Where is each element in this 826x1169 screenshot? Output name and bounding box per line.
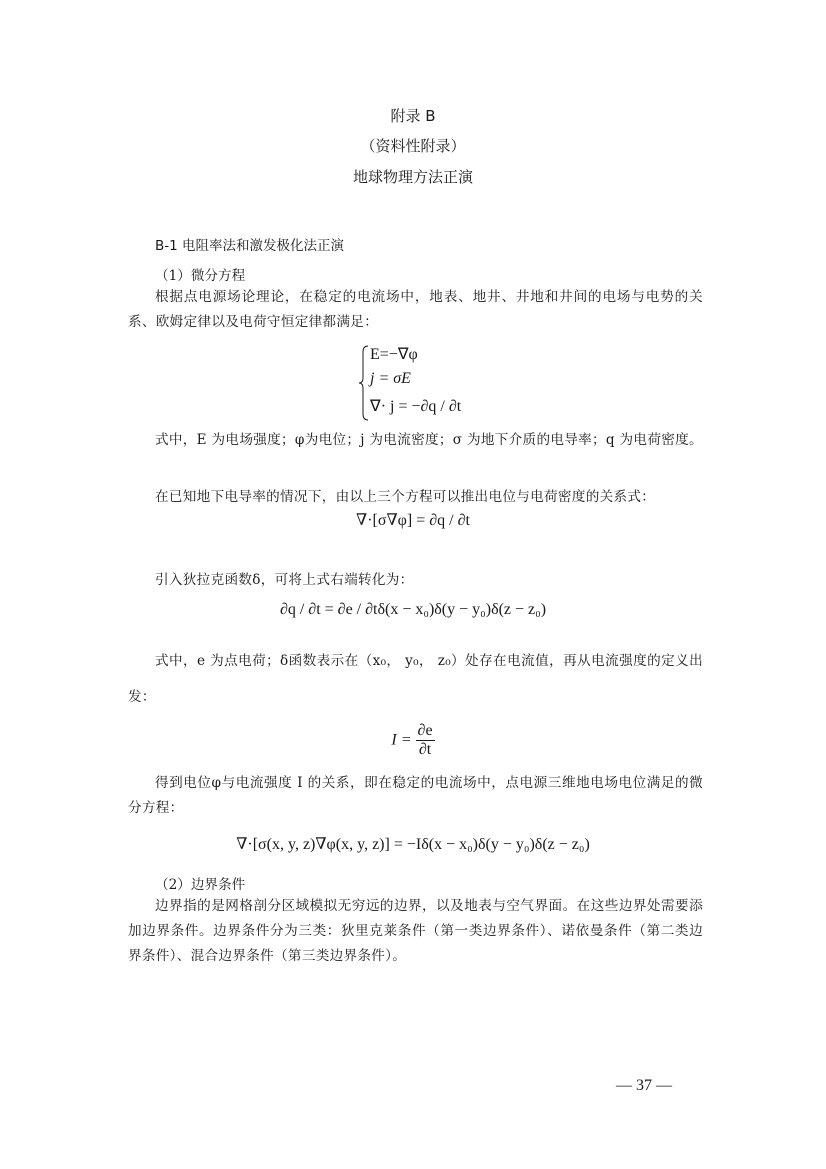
paragraph-point-charge: 式中，e 为点电荷；δ函数表示在（x₀， y₀， z₀）处存在电流值，再从电流强度的定义出发： [128,653,703,705]
paragraph-field-theory: 根据点电源场论理论，在稳定的电流场中，地表、地井、井地和井间的电场与电势的关系、欧姆定律以及电荷守恒定律都满足： [128,289,703,330]
equation-dirac-transform: ∂q / ∂t = ∂e / ∂tδ(x − x₀)δ(y − y₀)δ(z − z₀) [279,601,547,618]
paragraph-dirac: 引入狄拉克函数δ，可将上式右端转化为： [155,572,414,588]
fraction-numerator: ∂e [417,722,433,739]
equation-3d-potential: ∇·[σ(x, y, z)∇φ(x, y, z)] = −Iδ(x − x₀)δ(y − y₀)δ(z − z₀) [236,836,590,853]
equation-current-intensity [0,722,826,759]
equation-system [358,344,508,422]
appendix-label: 附录 B [390,107,436,125]
paragraph-derivation: 在已知地下电导率的情况下，由以上三个方程可以推出电位与电荷密度的关系式： [155,489,656,505]
fraction [416,722,435,759]
paragraph-symbol-definitions: 式中，E 为电场强度；φ为电位；j 为电流密度；σ 为地下介质的电导率；q 为电荷密度。 [155,432,703,448]
section-heading: B-1 电阻率法和激发极化法正演 [155,238,345,254]
paragraph-boundary: 边界指的是网格剖分区域模拟无穷远的边界，以及地表与空气界面。在这些边界处需要添加边界条件。边界条件分为三类：狄里克莱条件（第一类边界条件）、诺依曼条件（第二类边界条件）、混合边界条件（第三类边界条件）。 [128,898,703,964]
equation-charge-conservation: ∇· j = −∂q / ∂t [370,398,462,415]
equation-lhs: I = [391,731,412,749]
appendix-nature: （资料性附录） [360,137,466,155]
page-number: — 37 — [616,1077,672,1094]
equation-potential-charge: ∇·[σ∇φ] = ∂q / ∂t [356,512,470,529]
left-brace-icon [358,344,370,422]
appendix-title: 地球物理方法正演 [352,168,473,186]
paragraph-potential-current: 得到电位φ与电流强度 I 的关系，即在稳定的电流场中，点电源三维地电场电位满足的微分方程： [128,775,703,816]
subsection-differential-equation: （1）微分方程 [155,268,246,284]
equation-electric-field: E=−∇φ [370,346,418,363]
subsection-boundary-conditions: （2）边界条件 [155,877,246,893]
equation-ohms-law: j = σE [370,370,411,387]
fraction-denominator: ∂t [418,741,432,758]
